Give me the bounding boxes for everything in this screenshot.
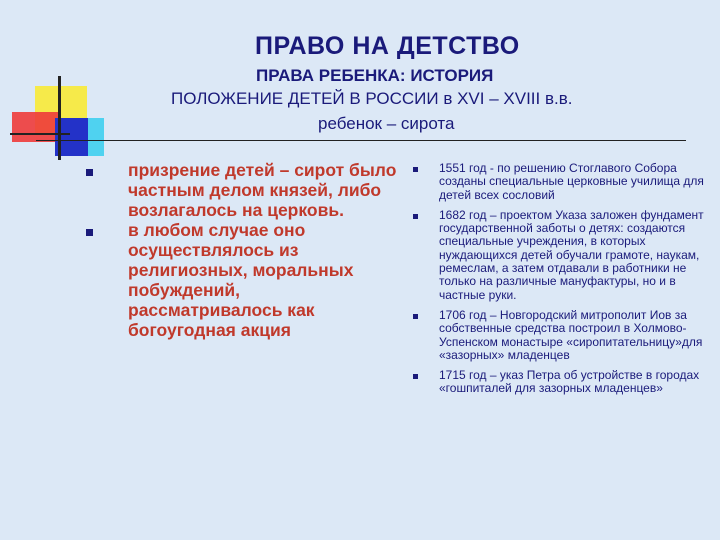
- decor-red-square: [12, 112, 58, 142]
- square-bullet-icon: [86, 169, 93, 176]
- left-list-item-text: призрение детей – сирот было частным делом князей, либо возлагалось на церковь.: [128, 160, 397, 220]
- right-list-item: [413, 369, 711, 396]
- right-list-item-text: 1551 год - по решению Стоглавого Собора созданы специальные церковные училища для детей всех сословий: [439, 161, 704, 202]
- right-list-item-text: 1715 год – указ Петра об устройстве в городах «гошпиталей для зазорных младенцев»: [439, 368, 700, 396]
- decor-vertical-line: [58, 76, 61, 160]
- right-list-item: [413, 309, 711, 362]
- square-bullet-icon: [86, 229, 93, 236]
- slide-subtitle: ПРАВА РЕБЕНКА: ИСТОРИЯ: [256, 66, 494, 85]
- right-list-item-text: 1706 год – Новгородский митрополит Иов за собственные средства построил в Холмово-Успенском монастыре «сиропитательницу»для «зазорных» младенцев: [439, 307, 703, 362]
- slide-title: ПРАВО НА ДЕТСТВО: [255, 32, 520, 60]
- left-bullet-list: [84, 160, 399, 340]
- slide-heading-line: ПОЛОЖЕНИЕ ДЕТЕЙ В РОССИИ в XVI – XVIII в.в.: [171, 89, 573, 108]
- slide-topic: ребенок – сирота: [318, 114, 455, 133]
- square-bullet-icon: [413, 374, 418, 379]
- left-list-item-text: в любом случае оно осуществлялось из религиозных, моральных побуждений, рассматривалось как богоугодная акция: [128, 220, 354, 340]
- right-list-item-text: 1682 год – проектом Указа заложен фундамент государственной заботы о детях: создаются специальные учреждения, в которых нуждающихся детей обучали грамоте, наукам, ремеслам, а затем отдавали в работники не только на различные мануфактуры, но и в частные руки.: [439, 207, 704, 302]
- right-bullet-list: [413, 162, 711, 396]
- square-bullet-icon: [413, 314, 418, 319]
- decor-horizontal-line: [36, 140, 686, 141]
- right-list-item: [413, 162, 711, 202]
- left-list-item: [84, 160, 399, 220]
- square-bullet-icon: [413, 214, 418, 219]
- decor-cyan-square: [88, 118, 104, 156]
- square-bullet-icon: [413, 167, 418, 172]
- decor-short-line: [10, 133, 70, 135]
- left-list-item: [84, 220, 399, 340]
- right-list-item: [413, 209, 711, 302]
